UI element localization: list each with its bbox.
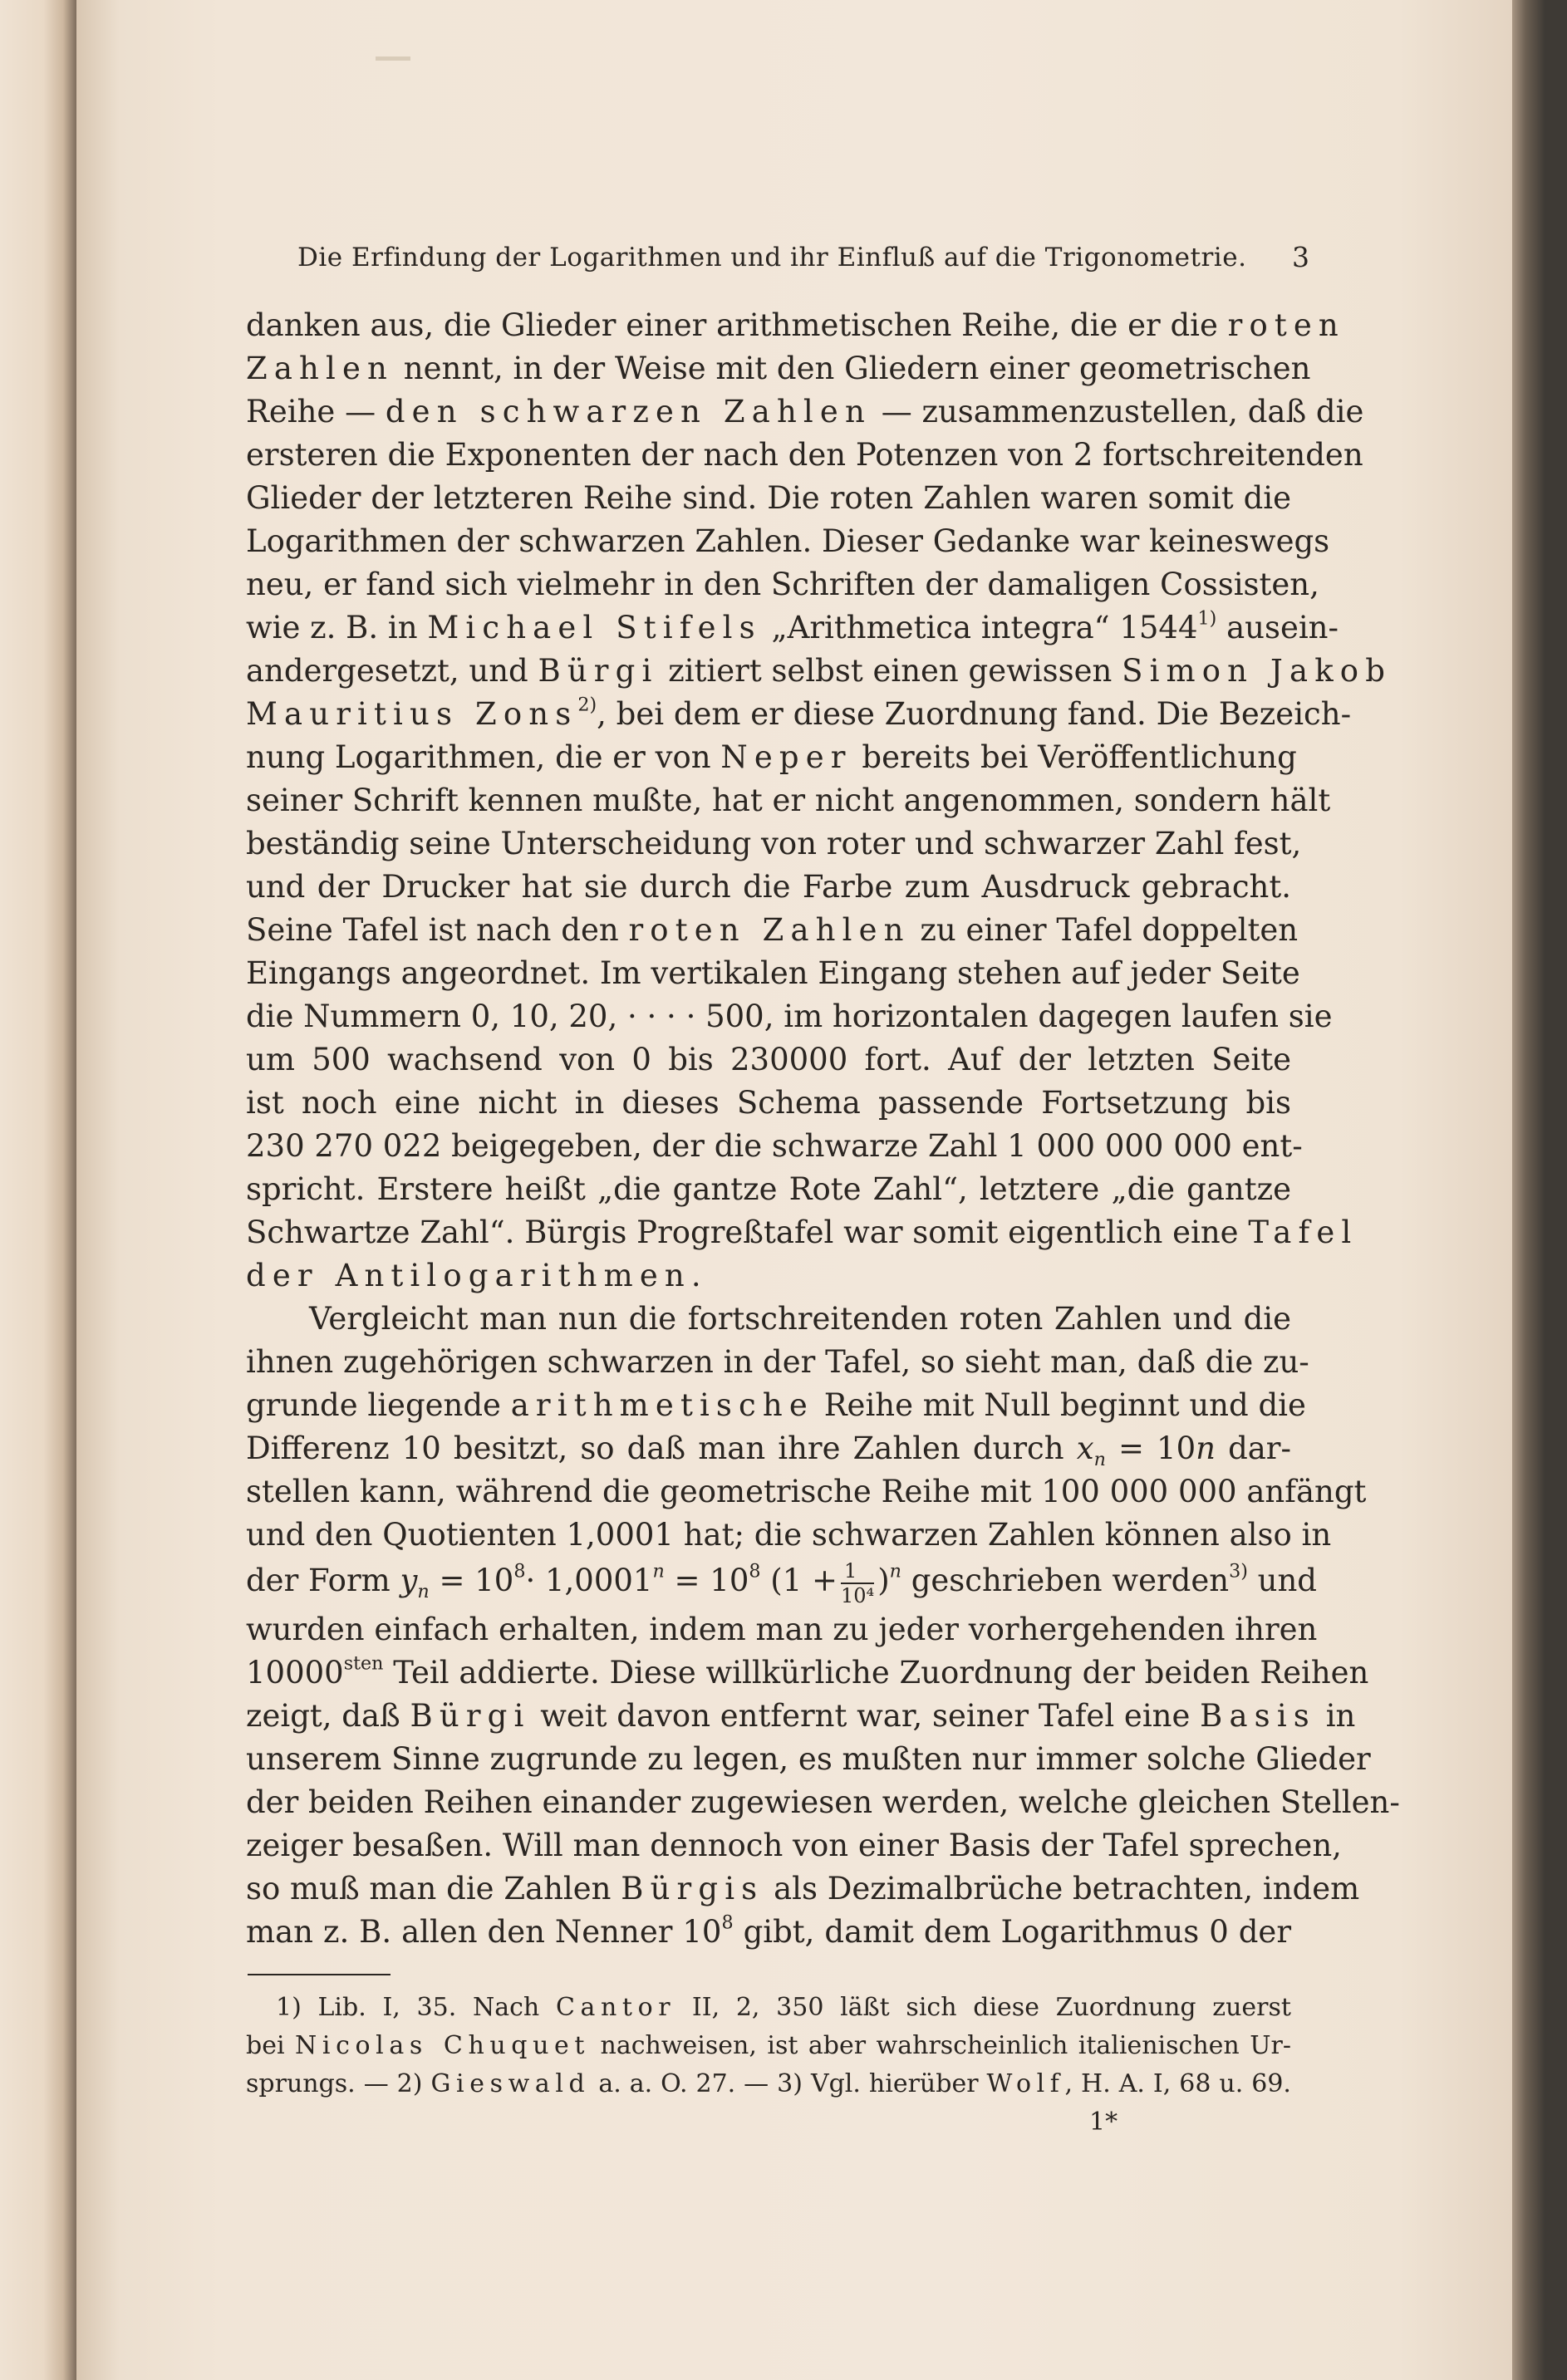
- spaced-text: Gieswald: [430, 2069, 591, 2098]
- text-run: danken aus, die Glieder einer arithmetischen Reihe, die er die: [246, 307, 1218, 343]
- text-run: grunde liegende: [246, 1387, 501, 1423]
- spaced-text: Tafel: [1248, 1215, 1358, 1250]
- page-number: 3: [1292, 241, 1309, 273]
- text-run: bereits bei Veröffentlichung: [862, 739, 1297, 775]
- text-line: [246, 1695, 1356, 1738]
- text-run: wie z. B. in: [246, 610, 418, 645]
- text-line: neu, er fand sich vielmehr in den Schriften der damaligen Cossisten,: [246, 567, 1319, 602]
- text-line: [246, 347, 1311, 390]
- math-text: (1 +: [770, 1563, 838, 1598]
- text-run: a. a. O. 27. — 3) Vgl. hierüber: [598, 2069, 979, 2098]
- math-text: = 10: [1118, 1430, 1196, 1466]
- formula-line: [246, 1557, 1317, 1607]
- running-head: [246, 239, 1309, 276]
- text-line: [246, 909, 1299, 952]
- text-run: gibt, damit dem Logarithmus 0 der: [743, 1914, 1292, 1950]
- spaced-text: Wolf: [986, 2069, 1065, 2098]
- math-exponent: 8: [721, 1911, 734, 1934]
- footnote-ref: 3): [1229, 1560, 1248, 1583]
- math-var: x: [1076, 1430, 1094, 1466]
- text-line: Logarithmen der schwarzen Zahlen. Dieser Gedanke war keineswegs: [246, 523, 1330, 559]
- text-run: Differenz 10 besitzt, so daß man ihre Zahlen durch: [246, 1430, 1064, 1466]
- text-run: zu einer Tafel doppelten: [920, 912, 1299, 948]
- text-run: ausein-: [1226, 610, 1339, 645]
- spaced-text: Michael Stifels: [427, 610, 762, 645]
- text-run: so muß man die Zahlen: [246, 1871, 612, 1906]
- text-run: nachweisen, ist aber wahrscheinlich italienischen Ur-: [600, 2031, 1291, 2060]
- text-line: zeiger besaßen. Will man dennoch von einer Basis der Tafel sprechen,: [246, 1828, 1342, 1863]
- text-line: wurden einfach erhalten, indem man zu jeder vorhergehenden ihren: [246, 1612, 1318, 1647]
- binding-mark: [376, 56, 410, 61]
- text-run: geschrieben werden: [911, 1563, 1230, 1598]
- text-run: und: [1257, 1563, 1317, 1598]
- math-text: = 10: [674, 1563, 749, 1598]
- text-line: 230 270 022 beigegeben, der die schwarze Zahl 1 000 000 000 ent-: [246, 1128, 1303, 1164]
- running-title: Die Erfindung der Logarithmen und ihr Einfluß auf die Trigonometrie.: [297, 243, 1247, 272]
- fraction-numerator: 1: [841, 1561, 874, 1584]
- footnote-ref: 1): [1197, 607, 1217, 630]
- text-line: spricht. Erstere heißt „die gantze Rote Zahl“, letztere „die gantze: [246, 1171, 1291, 1207]
- text-run: 1) Lib. I, 35. Nach: [276, 1993, 540, 2022]
- text-line: Eingangs angeordnet. Im vertikalen Eingang stehen auf jeder Seite: [246, 955, 1300, 991]
- text-line: [246, 1651, 1369, 1695]
- text-run: nennt, in der Weise mit den Gliedern einer geometrischen: [403, 351, 1311, 386]
- text-line: und der Drucker hat sie durch die Farbe zum Ausdruck gebracht.: [246, 869, 1291, 905]
- text-run: andergesetzt, und: [246, 653, 528, 689]
- math-text: = 10: [439, 1563, 514, 1598]
- math-subscript: n: [1093, 1448, 1106, 1470]
- text-run: nung Logarithmen, die er von: [246, 739, 711, 775]
- left-page-edge: [0, 0, 79, 2380]
- math-exponent: n: [652, 1560, 665, 1583]
- text-line: [246, 693, 1352, 736]
- text-line: [246, 736, 1297, 779]
- spaced-text: Bürgi: [410, 1698, 531, 1734]
- text-run: , H. A. I, 68 u. 69.: [1064, 2069, 1291, 2098]
- footnote-separator: [248, 1974, 391, 1975]
- text-line: stellen kann, während die geometrische Reihe mit 100 000 000 anfängt: [246, 1474, 1367, 1509]
- math-exponent: 8: [749, 1560, 761, 1583]
- text-run: bei: [246, 2031, 285, 2060]
- math-var: y: [400, 1563, 418, 1598]
- text-line: und den Quotienten 1,0001 hat; die schwarzen Zahlen können also in: [246, 1517, 1332, 1553]
- footnote-line: [246, 2028, 1291, 2064]
- text-line: [246, 304, 1345, 347]
- text-run: Reihe —: [246, 394, 376, 429]
- text-line: [246, 606, 1339, 650]
- spaced-text: arithmetische: [510, 1387, 814, 1423]
- text-run: weit davon entfernt war, seiner Tafel eine: [540, 1698, 1191, 1734]
- text-line: [246, 1427, 1291, 1470]
- spaced-text: Simon Jakob: [1122, 653, 1393, 689]
- spaced-text: Basis: [1200, 1698, 1316, 1734]
- text-run: Schwartze Zahl“. Bürgis Progreßtafel war somit eigentlich eine: [246, 1215, 1239, 1250]
- text-line: [246, 1384, 1306, 1427]
- math-var: n: [1196, 1430, 1216, 1466]
- ordinal-superscript: sten: [343, 1652, 384, 1675]
- math-text: · 1,0001: [525, 1563, 653, 1598]
- math-exponent: n: [889, 1560, 901, 1583]
- spaced-text: der Antilogarithmen.: [246, 1258, 708, 1293]
- text-run: „Arithmetica integra“ 1544: [771, 610, 1198, 645]
- text-run: Seine Tafel ist nach den: [246, 912, 619, 948]
- spaced-text: den schwarzen Zahlen: [385, 394, 872, 429]
- text-line: [246, 390, 1364, 434]
- fraction-denominator: 10⁴: [841, 1583, 875, 1607]
- text-run: — zusammenzustellen, daß die: [881, 394, 1364, 429]
- text-run: sprungs. — 2): [246, 2069, 423, 2098]
- text-run: dar-: [1228, 1430, 1291, 1466]
- spaced-text: Zahlen: [246, 351, 394, 386]
- text-line: [246, 1211, 1358, 1254]
- spaced-text: Nicolas Chuquet: [295, 2031, 591, 2060]
- text-run: in: [1325, 1698, 1356, 1734]
- text-line: Vergleicht man nun die fortschreitenden roten Zahlen und die: [309, 1301, 1291, 1337]
- text-run: zeigt, daß: [246, 1698, 400, 1734]
- footnote-ref: 2): [577, 694, 597, 716]
- text-line: die Nummern 0, 10, 20, · · · · 500, im horizontalen dagegen laufen sie: [246, 999, 1333, 1034]
- text-line: beständig seine Unterscheidung von roter und schwarzer Zahl fest,: [246, 826, 1302, 861]
- spaced-text: roten: [1227, 307, 1345, 343]
- text-line: [246, 650, 1393, 693]
- text-run: man z. B. allen den Nenner 10: [246, 1914, 722, 1950]
- text-run: II, 2, 350 läßt sich diese Zuordnung zuerst: [691, 1993, 1291, 2022]
- math-text: ): [877, 1563, 890, 1598]
- text-line: unserem Sinne zugrunde zu legen, es mußten nur immer solche Glieder: [246, 1741, 1371, 1777]
- text-line: ihnen zugehörigen schwarzen in der Tafel, so sieht man, daß die zu-: [246, 1344, 1309, 1380]
- text-line: [246, 1911, 1291, 1954]
- footnote-line: [246, 2066, 1291, 2103]
- signature-mark: 1*: [1089, 2108, 1118, 2137]
- spaced-text: Bürgi: [538, 653, 659, 689]
- text-run: , bei dem er diese Zuordnung fand. Die Bezeich-: [597, 696, 1352, 732]
- text-run: Teil addierte. Diese willkürliche Zuordnung der beiden Reihen: [393, 1655, 1369, 1691]
- math-subscript: n: [417, 1580, 430, 1602]
- text-run: zitiert selbst einen gewissen: [668, 653, 1113, 689]
- text-line: der beiden Reihen einander zugewiesen werden, welche gleichen Stellen-: [246, 1784, 1400, 1820]
- text-run: als Dezimalbrüche betrachten, indem: [774, 1871, 1360, 1906]
- text-run: der Form: [246, 1563, 391, 1598]
- text-line: ersteren die Exponenten der nach den Potenzen von 2 fortschreitenden: [246, 437, 1363, 473]
- spaced-text: Neper: [720, 739, 852, 775]
- footnote-line: [246, 1990, 1291, 2026]
- fraction: [841, 1558, 875, 1607]
- spaced-text: Bürgis: [621, 1871, 764, 1906]
- right-page-edge: [1512, 0, 1567, 2380]
- spaced-text: roten Zahlen: [628, 912, 911, 948]
- math-exponent: 8: [513, 1560, 526, 1583]
- text-line: [246, 1254, 1291, 1298]
- spaced-text: Cantor: [555, 1993, 676, 2022]
- text-line: Glieder der letzteren Reihe sind. Die roten Zahlen waren somit die: [246, 480, 1291, 516]
- spaced-text: Mauritius Zons: [246, 696, 578, 732]
- text-line: um 500 wachsend von 0 bis 230000 fort. Auf der letzten Seite: [246, 1042, 1291, 1077]
- text-line: seiner Schrift kennen mußte, hat er nicht angenommen, sondern hält: [246, 783, 1331, 818]
- text-run: Reihe mit Null beginnt und die: [823, 1387, 1306, 1423]
- text-run: 10000: [246, 1655, 344, 1691]
- text-line: [246, 1867, 1360, 1911]
- text-line: ist noch eine nicht in dieses Schema passende Fortsetzung bis: [246, 1085, 1291, 1121]
